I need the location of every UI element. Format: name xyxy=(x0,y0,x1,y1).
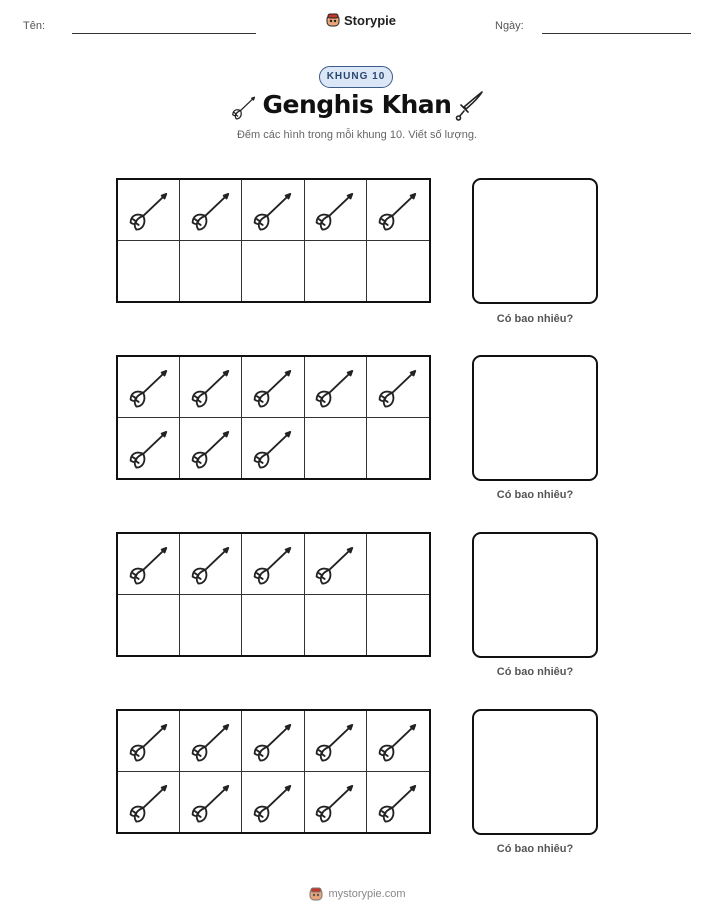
frame-cell xyxy=(180,711,242,772)
frame-cell xyxy=(305,534,367,595)
arrow-icon xyxy=(188,425,234,471)
frame-cell xyxy=(305,418,367,479)
ten-frame xyxy=(116,709,431,834)
frame-cell xyxy=(367,711,429,772)
frame-cell xyxy=(180,534,242,595)
frame-cell xyxy=(242,711,304,772)
page-title: Genghis Khan xyxy=(262,90,452,119)
question-label: Có bao nhiêu? xyxy=(496,843,574,855)
frame-cell xyxy=(305,711,367,772)
frame-cell xyxy=(367,534,429,595)
arrow-icon xyxy=(188,364,234,410)
frame-cell xyxy=(242,595,304,656)
frame-cell xyxy=(367,595,429,656)
arrow-icon xyxy=(375,364,421,410)
arrow-icon xyxy=(250,541,296,587)
arrow-icon xyxy=(375,779,421,825)
arrow-icon xyxy=(126,541,172,587)
frame-cell xyxy=(118,595,180,656)
frame-cell xyxy=(305,241,367,302)
arrow-icon xyxy=(250,187,296,233)
arrow-icon xyxy=(250,364,296,410)
name-input-line[interactable] xyxy=(72,33,256,34)
arrow-icon xyxy=(188,541,234,587)
arrow-icon xyxy=(188,187,234,233)
arrow-icon xyxy=(250,425,296,471)
brand-logo xyxy=(325,12,396,28)
arrow-icon xyxy=(250,718,296,764)
arrow-icon xyxy=(312,779,358,825)
frame-cell xyxy=(118,418,180,479)
answer-box[interactable] xyxy=(472,532,598,658)
frame-cell xyxy=(180,241,242,302)
storypie-mascot-icon xyxy=(325,12,341,28)
arrow-icon xyxy=(126,364,172,410)
frame-cell xyxy=(180,772,242,833)
frame-cell xyxy=(367,241,429,302)
arrow-icon xyxy=(126,718,172,764)
frame-cell xyxy=(118,180,180,241)
arrow-icon xyxy=(250,779,296,825)
frame-cell xyxy=(242,357,304,418)
name-label: Tên: xyxy=(23,20,46,32)
brand-name: Storypie xyxy=(344,12,397,28)
frame-cell xyxy=(305,595,367,656)
answer-box[interactable] xyxy=(472,355,598,481)
arrow-icon xyxy=(375,187,421,233)
frame-cell xyxy=(305,357,367,418)
arrow-icon xyxy=(188,718,234,764)
frame-cell xyxy=(242,180,304,241)
storypie-mascot-icon xyxy=(308,886,324,902)
question-label: Có bao nhiêu? xyxy=(496,313,574,325)
frame-cell xyxy=(118,711,180,772)
frame-cell xyxy=(305,772,367,833)
frame-cell xyxy=(180,357,242,418)
frame-cell xyxy=(242,772,304,833)
footer-url: mystorypie.com xyxy=(328,888,406,900)
arrow-icon xyxy=(375,718,421,764)
date-input-line[interactable] xyxy=(542,33,691,34)
arrow-icon xyxy=(126,425,172,471)
frame-cell xyxy=(180,418,242,479)
arrow-icon xyxy=(126,779,172,825)
ten-frame xyxy=(116,532,431,657)
arrow-icon xyxy=(312,541,358,587)
frame-cell xyxy=(367,180,429,241)
frame-cell xyxy=(118,772,180,833)
frame-cell xyxy=(242,418,304,479)
arrow-icon xyxy=(188,779,234,825)
frame-cell xyxy=(242,241,304,302)
ten-frame xyxy=(116,355,431,480)
frame-cell xyxy=(367,418,429,479)
frame-cell xyxy=(180,180,242,241)
arrow-icon xyxy=(312,187,358,233)
frame-cell xyxy=(367,772,429,833)
frame-cell xyxy=(367,357,429,418)
instructions: Đếm các hình trong mỗi khung 10. Viết số lượng. xyxy=(236,129,477,141)
frame-cell xyxy=(242,534,304,595)
frame-cell xyxy=(118,357,180,418)
frame-cell xyxy=(118,241,180,302)
ten-frame xyxy=(116,178,431,303)
footer xyxy=(0,886,714,902)
frame-cell xyxy=(305,180,367,241)
answer-box[interactable] xyxy=(472,178,598,304)
question-label: Có bao nhiêu? xyxy=(496,489,574,501)
question-label: Có bao nhiêu? xyxy=(496,666,574,678)
arrow-icon xyxy=(312,718,358,764)
arrow-icon xyxy=(126,187,172,233)
worksheet-badge: KHUNG 10 xyxy=(319,66,393,88)
date-label: Ngày: xyxy=(495,20,524,32)
arrow-icon xyxy=(312,364,358,410)
sword-icon xyxy=(455,90,485,122)
answer-box[interactable] xyxy=(472,709,598,835)
frame-cell xyxy=(180,595,242,656)
frame-cell xyxy=(118,534,180,595)
